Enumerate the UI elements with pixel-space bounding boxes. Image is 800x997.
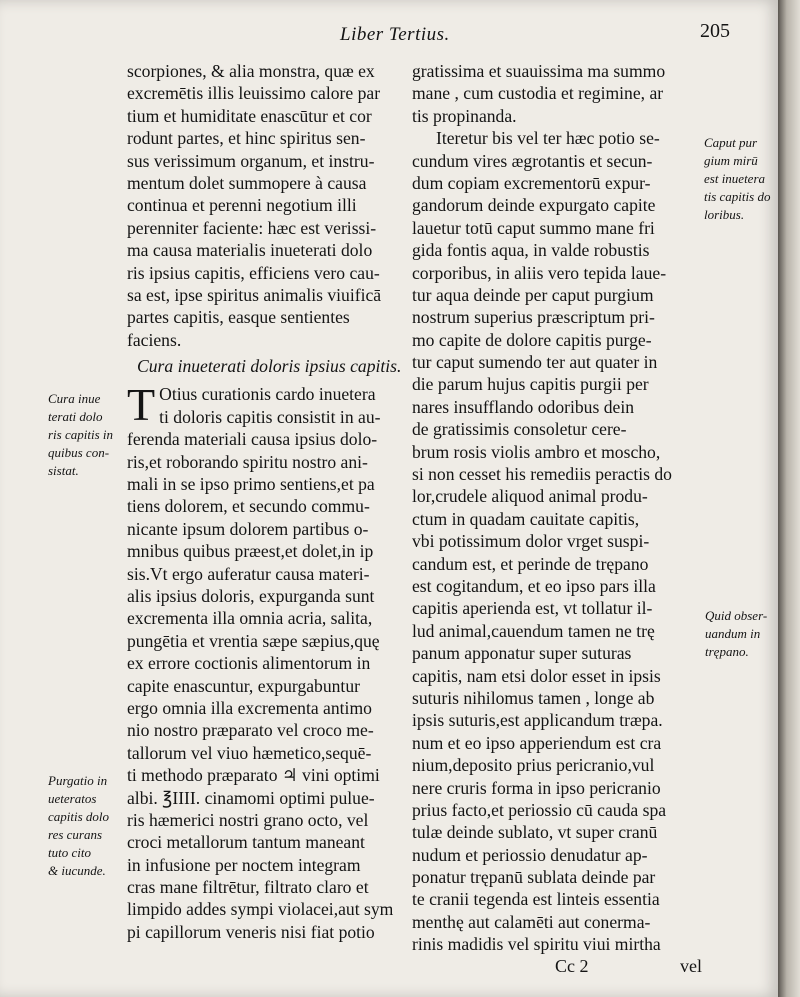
text-line: tium et humiditate enascūtur et cor (127, 105, 372, 126)
text-line: ti doloris capitis consistit in au- (159, 406, 381, 427)
margin-note-line: Quid obser- (705, 608, 768, 623)
text-line: nio nostro præparato vel croco me- (127, 720, 374, 741)
text-line: tur caput sumendo ter aut quater in (412, 352, 658, 373)
text-line: prius facto,et periossio cū cauda spa (412, 799, 667, 820)
text-line: gida fontis aqua, in valde robustis (412, 240, 650, 261)
text-line: candum est, et perinde de trępano (412, 553, 649, 574)
margin-note-line: est inuetera (704, 171, 766, 186)
text-line: mo capite de dolore capitis purge- (412, 329, 652, 350)
text-line: continua et perenni negotium illi (127, 195, 357, 216)
text-line: perenniter faciente: hæc est verissi- (127, 217, 377, 238)
margin-note (705, 607, 767, 661)
margin-note-line: Purgatio in (48, 773, 108, 788)
margin-note (48, 772, 109, 880)
text-line: corporibus, in aliis vero tepida laue- (412, 262, 667, 283)
text-line: panum apponatur super suturas (412, 643, 632, 664)
signature-mark: Cc 2 (555, 956, 589, 976)
margin-note-line: terati dolo (48, 409, 103, 424)
catchword: vel (680, 956, 702, 976)
text-line: alis ipsius doloris, expurganda sunt (127, 586, 375, 606)
text-line: die parum hujus capitis purgii per (412, 374, 649, 395)
text-line: mane , cum custodia et regimine, ar (412, 83, 664, 104)
text-line: nicante ipsum dolorem partibus o- (127, 518, 369, 539)
margin-note-line: ris capitis in (48, 427, 114, 442)
text-line: sus verissimum organum, et instru- (127, 150, 375, 171)
text-line: gandorum deinde expurgato capite (412, 195, 656, 216)
left-column (127, 60, 402, 943)
margin-note-line: gium mirū (704, 153, 758, 168)
drop-capital: T (127, 379, 156, 431)
margin-note-line: quibus con- (48, 445, 110, 460)
text-line: rodunt partes, et hinc spiritus sen- (127, 128, 366, 149)
right-column (412, 60, 712, 956)
text-line: excremētis illis leuissimo calore par (127, 83, 381, 104)
text-line: si non cesset his remediis peractis do (412, 464, 672, 485)
text-line: nudum et periossio denudatur ap- (412, 844, 648, 865)
margin-note-line: uandum in (705, 626, 761, 641)
margin-note-line: capitis dolo (48, 809, 110, 824)
margin-note-line: trępano. (705, 644, 749, 659)
text-line: in infusione per noctem integram (127, 854, 361, 875)
text-line: lor,crudele aliquod animal produ- (412, 486, 648, 507)
text-line: cras mane filtrētur, filtrato claro et (127, 877, 369, 898)
margin-note-line: tuto cito (48, 845, 91, 860)
text-line: Iteretur bis vel ter hæc potio se- (436, 128, 660, 149)
text-line: nares insufflando odoribus dein (412, 396, 635, 417)
text-line: brum rosis violis ambro et moscho, (412, 441, 661, 462)
text-line: sis.Vt ergo auferatur causa materi- (127, 563, 370, 584)
text-line: de gratissimis consoletur cere- (412, 419, 627, 440)
text-line: mnibus quibus præest,et dolet,in ip (127, 541, 374, 562)
margin-note-line: tis capitis do (704, 189, 771, 204)
left-column-bottom-paragraph (127, 379, 394, 943)
text-line: ex errore coctionis alimentorum in (127, 653, 371, 674)
text-line: menthę aut calamēti aut conerma- (412, 911, 651, 932)
text-line: tis propinanda. (412, 105, 517, 126)
text-line: pi capillorum veneris nisi fiat potio (127, 921, 375, 942)
text-line: mentum dolet summopere à causa (127, 172, 367, 193)
text-line: cundum vires ægrotantis et secun- (412, 150, 653, 171)
text-line: tallorum vel viuo hæmetico,sequē- (127, 742, 372, 763)
text-line: ctum in quadam cauitate capitis, (412, 508, 640, 529)
page-edge (778, 0, 800, 997)
text-line: nere cruris forma in ipso pericranio (412, 777, 661, 798)
text-line: capitis, nam etsi dolor esset in ipsis (412, 665, 661, 686)
text-line: ponatur trępanū sublata deinde par (412, 867, 656, 888)
text-line: limpido addes sympi violacei,aut sym (127, 899, 394, 920)
text-line: lauetur totū caput summo mane fri (412, 217, 655, 238)
text-line: croci metallorum tantum maneant (127, 832, 365, 853)
text-line: sa est, ipse spiritus animalis viuificā (127, 284, 382, 305)
margin-note-line: & iucunde. (48, 863, 106, 878)
text-line: ergo omnia illa excrementa antimo (127, 697, 372, 718)
text-line: tiens dolorem, et secundo commu- (127, 496, 370, 517)
text-line: ris ipsius capitis, efficiens vero cau- (127, 262, 380, 283)
text-line: lud animal,cauendum tamen ne trę (412, 620, 655, 641)
text-line: ti methodo præparato ♃ vini optimi (127, 765, 380, 786)
text-line: te cranii tegenda est linteis essentia (412, 889, 660, 910)
text-line: pungētia et vrentia sæpe sæpius,quę (127, 630, 380, 651)
text-line: gratissima et suauissima ma summo (412, 61, 666, 81)
text-line: num et eo ipso apperiendum est cra (412, 732, 662, 753)
margin-note-line: Cura inue (48, 391, 101, 406)
text-line: scorpiones, & alia monstra, quæ ex (127, 61, 375, 81)
text-line: faciens. (127, 329, 182, 350)
margin-note-line: res curans (48, 827, 103, 842)
text-line: rinis madidis vel spiritu viui mirtha (412, 934, 661, 955)
text-line: tulæ deinde sublato, vt super cranū (412, 822, 658, 843)
text-line: excrementa illa omnia acria, salita, (127, 608, 373, 629)
text-line: albi. ℥IIII. cinamomi optimi pulue- (127, 787, 375, 808)
margin-note (704, 134, 770, 224)
margin-note-line: Caput pur (704, 135, 758, 150)
margin-note-line: loribus. (704, 207, 745, 222)
text-line: nostrum superius præscriptum pri- (412, 307, 655, 328)
margin-note (48, 390, 113, 480)
margin-note-line: ueteratos (48, 791, 97, 806)
running-head: Liber Tertius. (340, 24, 450, 45)
margin-note-line: sistat. (48, 463, 79, 478)
text-line: ris,et roborando spiritu nostro ani- (127, 451, 368, 472)
text-line: capite enascuntur, expurgabuntur (127, 675, 360, 696)
text-line: est cogitandum, et eo ipso pars illa (412, 575, 656, 596)
text-line: suturis nihilomus tamen , longe ab (412, 687, 655, 708)
text-line: ris hæmerici nostri grano octo, vel (127, 809, 369, 830)
text-line: partes capitis, easque sentientes (127, 307, 350, 328)
text-line-content: Otius curationis cardo inuetera (159, 384, 376, 405)
text-line: vbi potissimum dolor vrget suspi- (412, 531, 650, 552)
text-line: tur aqua deinde per caput purgium (412, 284, 654, 305)
left-column-top-paragraph (127, 60, 390, 351)
text-line: dum copiam excrementorū expur- (412, 172, 651, 193)
page-number: 205 (700, 20, 730, 42)
text-line: nium,deposito prius pericranio,vul (412, 755, 655, 776)
text-line: ma causa materialis inueterati dolo (127, 240, 373, 261)
text-line: ferenda materiali causa ipsius dolo- (127, 429, 378, 450)
text-line: ipsis suturis,est applicandum træpa. (412, 710, 663, 731)
text-line: capitis aperienda est, vt tollatur il- (412, 598, 653, 619)
text-line: mali in se ipso primo sentiens,et pa (127, 474, 375, 495)
section-heading: Cura inueterati doloris ipsius capitis. (137, 356, 402, 377)
